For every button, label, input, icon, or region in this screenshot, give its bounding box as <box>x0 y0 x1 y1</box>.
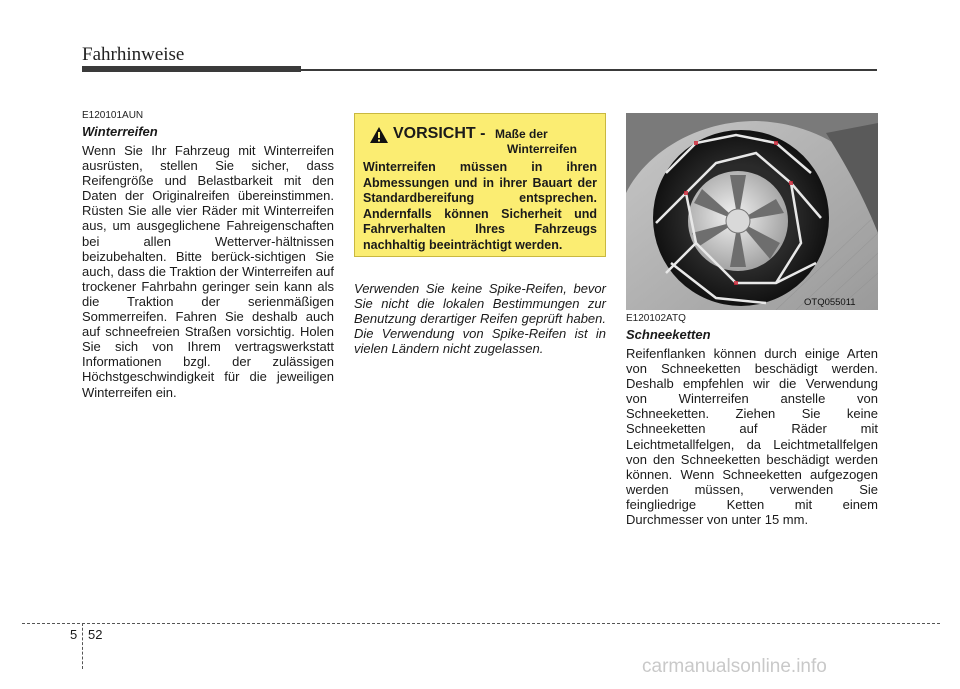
watermark-text: carmanualsonline.info <box>642 656 827 677</box>
section-code: E120102ATQ <box>626 313 686 324</box>
caution-text: Winterreifen müssen in ihren Abmessungen und in ihrer Bauart der Standardbereifung entsprechen. Andernfalls können Sicherheit und Fahrverhalten Ihres Fahrzeugs nachhaltig beeinträchtigt werden. <box>363 160 597 252</box>
chapter-number: 5 <box>70 627 78 642</box>
winter-tires-text: Wenn Sie Ihr Fahrzeug mit Winterreifen ausrüsten, stellen Sie sicher, dass Reifengröße und Belastbarkeit mit den Daten der Originalreifen übereinstimmen. Rüsten Sie alle vier Räder mit Winterreifen aus, um ausgeglichene Fahreigenschaften bei allen Wetterver-hältnissen beizubehalten. Bitte berück-sichtigen Sie auch, dass die Traktion der Winterreifen auf trockener Fahrbahn geringer sein kann als die Traktion der serienmäßigen Sommerreifen. Fahren Sie deshalb auch auf schneefreien Straßen vorsichtig. Holen Sie sich von Ihrem vertragswerkstatt Informationen bzgl. der zulässigen Höchstgeschwindigkeit für die jeweiligen Winterreifen ein. <box>82 143 334 400</box>
photo-code-label: OTQ055011 <box>804 297 856 308</box>
caution-title <box>393 125 485 143</box>
caution-header <box>363 124 597 160</box>
section-code: E120101AUN <box>82 110 144 121</box>
section-title: Fahrhinweise <box>82 44 185 65</box>
spike-tires-text: Verwenden Sie keine Spike-Reifen, bevor Sie nicht die lokalen Bestimmungen zur Benutzung derartiger Reifen geprüft haben. Die Verwendung von Spike-Reifen ist in vielen Ländern nicht zugelassen. <box>354 281 606 357</box>
column-winter-tires <box>82 110 334 400</box>
footer-dashed-rule <box>22 623 940 624</box>
page-number: 52 <box>88 627 103 642</box>
column-snow-chains <box>626 313 878 527</box>
footer-vertical-rule <box>82 623 83 669</box>
section-heading-schneeketten: Schneeketten <box>626 327 711 342</box>
caution-subtitle-2: Winterreifen <box>507 142 577 156</box>
caution-dash: - <box>480 125 486 142</box>
section-heading-winterreifen: Winterreifen <box>82 124 158 139</box>
caution-box <box>354 113 606 257</box>
caution-subtitle-1: Maße der <box>495 127 548 141</box>
snow-chain-tire-photo <box>626 113 878 310</box>
spike-tires-note <box>354 281 606 356</box>
snow-chains-text: Reifenflanken können durch einige Arten von Schneeketten beschädigt werden. Deshalb empfehlen wir die Verwendung von Winterreifen anstelle von Schneeketten. Ziehen Sie keine Schneeketten auf Räder mit Leichtmetallfelgen, da Leichtmetallfelgen von den Schneeketten beschädigt werden können. Wenn Schneeketten aufgezogen werden müssen, verwenden Sie feingliedrige Ketten mit einem Durchmesser von unter 15 mm. <box>626 346 878 528</box>
caution-word: VORSICHT <box>393 125 476 142</box>
warning-triangle-icon <box>369 126 389 144</box>
header-bar-thick <box>82 66 301 72</box>
header-rule <box>301 69 877 71</box>
